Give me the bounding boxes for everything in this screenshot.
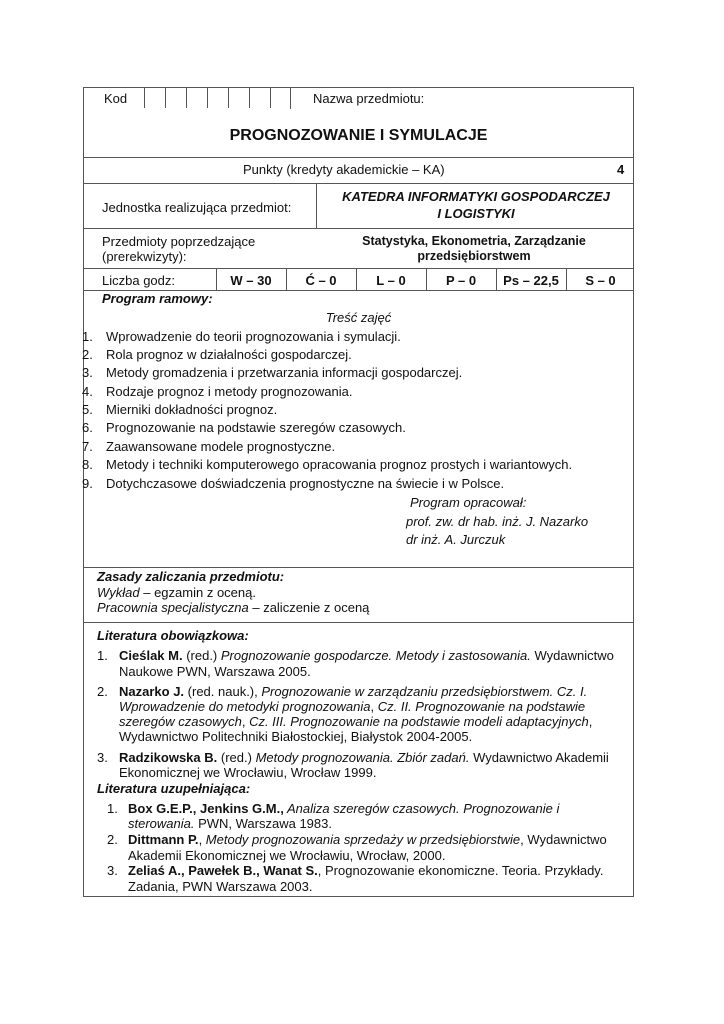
credits-label: Punkty (kredyty akademickie – KA) xyxy=(243,162,445,177)
divider xyxy=(84,157,633,158)
unit-name-line1: KATEDRA INFORMATYKI GOSPODARCZEJ xyxy=(342,189,610,204)
lit-publisher: Wydawnictwo xyxy=(530,648,614,663)
lit-entry-line xyxy=(128,816,332,831)
list-item-number: 1. xyxy=(82,329,93,344)
lit-entry-line xyxy=(119,714,592,729)
hours-project: P – 0 xyxy=(445,273,477,288)
lit-publisher-line: Zadania, PWN Warszawa 2003. xyxy=(128,879,313,894)
list-item-text: Zaawansowane modele prognostyczne. xyxy=(106,439,336,454)
divider xyxy=(84,567,633,568)
list-item-number: 8. xyxy=(82,457,93,472)
code-label: Kod xyxy=(104,91,128,106)
list-item-text: Metody i techniki komputerowego opracowania prognoz prostych i wariantowych. xyxy=(106,457,573,472)
list-item-number: 5. xyxy=(82,402,93,417)
lit-title: Metody prognozowania. Zbiór zadań. xyxy=(255,750,470,765)
lit-editor-note: (red. nauk.), xyxy=(184,684,262,699)
lit-author: Zeliaś A., Pawełek B., Wanat S. xyxy=(128,863,318,878)
hours-exercises: Ć – 0 xyxy=(305,273,337,288)
lit-entry-line xyxy=(128,801,559,816)
subject-name-label: Nazwa przedmiotu: xyxy=(313,91,425,106)
list-item-number: 4. xyxy=(82,384,93,399)
lit-main-heading: Literatura obowiązkowa: xyxy=(97,628,249,643)
code-box xyxy=(144,88,164,108)
lit-author: Nazarko J. xyxy=(119,684,185,699)
content-title: Treść zajęć xyxy=(325,310,392,325)
list-item-text: Metody gromadzenia i przetwarzania informacji gospodarczej. xyxy=(106,365,463,380)
code-box xyxy=(165,88,185,108)
lit-separator: , xyxy=(198,832,206,847)
prereq-value-line2: przedsiębiorstwem xyxy=(417,249,531,263)
lit-publisher-line: Akademii Ekonomicznej we Wrocławiu, Wrocław, 2000. xyxy=(128,848,446,863)
rules-lecture xyxy=(97,585,256,600)
author-2: dr inż. A. Jurczuk xyxy=(406,532,506,547)
lit-extra-heading: Literatura uzupełniająca: xyxy=(97,781,251,796)
hours-lecture: W – 30 xyxy=(230,273,272,288)
lit-entry-line xyxy=(128,832,607,847)
lit-title: Cz. II. Prognozowanie na podstawie xyxy=(377,699,586,714)
credits-value: 4 xyxy=(617,162,625,177)
lit-entry-line xyxy=(128,863,603,878)
rules-lab-text: – zaliczenie z oceną xyxy=(248,600,370,615)
lit-title: Cz. III. Prognozowanie na podstawie modeli adaptacyjnych xyxy=(249,714,589,729)
list-item-number: 2. xyxy=(107,832,118,847)
lit-entry-line xyxy=(119,684,587,699)
rules-lab xyxy=(97,600,369,615)
lit-author: Box G.E.P., Jenkins G.M., xyxy=(128,801,284,816)
lit-publisher-line: Naukowe PWN, Warszawa 2005. xyxy=(119,664,311,679)
lit-editor-note: (red.) xyxy=(217,750,256,765)
lit-publisher-line: Ekonomicznej we Wrocławiu, Wrocław 1999. xyxy=(119,765,377,780)
lit-publisher: , Wydawnictwo xyxy=(520,832,607,847)
lit-publisher-line: Wydawnictwo Politechniki Białostockiej, Białystok 2004-2005. xyxy=(119,729,473,744)
list-item-number: 1. xyxy=(97,648,108,663)
hours-seminar: S – 0 xyxy=(585,273,616,288)
subject-title: PROGNOZOWANIE I SYMULACJE xyxy=(229,127,488,144)
lit-author: Dittmann P. xyxy=(128,832,199,847)
lit-author: Radzikowska B. xyxy=(119,750,218,765)
lit-publisher: PWN, Warszawa 1983. xyxy=(194,816,332,831)
syllabus-card xyxy=(83,87,634,897)
list-item-number: 1. xyxy=(107,801,118,816)
list-item-number: 3. xyxy=(107,863,118,878)
lit-title: sterowania. xyxy=(128,816,195,831)
list-item-text: Wprowadzenie do teorii prognozowania i symulacji. xyxy=(106,329,401,344)
rules-lecture-text: – egzamin z oceną. xyxy=(139,585,256,600)
hours-lab: L – 0 xyxy=(376,273,406,288)
list-item-text: Dotychczasowe doświadczenia prognostyczne na świecie i w Polsce. xyxy=(106,476,505,491)
list-item-number: 3. xyxy=(82,365,93,380)
code-box xyxy=(249,88,269,108)
hours-label: Liczba godz: xyxy=(102,273,175,288)
list-item-number: 9. xyxy=(82,476,93,491)
lit-entry-line xyxy=(119,648,614,663)
lit-publisher: Wydawnictwo Akademii xyxy=(469,750,609,765)
prereq-value-line1: Statystyka, Ekonometria, Zarządzanie xyxy=(362,234,586,248)
list-item-text: Rola prognoz w działalności gospodarczej. xyxy=(106,347,352,362)
list-item-number: 2. xyxy=(97,684,108,699)
list-item-number: 2. xyxy=(82,347,93,362)
rules-heading: Zasady zaliczania przedmiotu: xyxy=(97,569,285,584)
list-item-number: 7. xyxy=(82,439,93,454)
lit-title: Metody prognozowania sprzedaży w przedsiębiorstwie xyxy=(205,832,521,847)
list-item-text: Rodzaje prognoz i metody prognozowania. xyxy=(106,384,353,399)
program-heading: Program ramowy: xyxy=(102,291,213,306)
lit-author: Cieślak M. xyxy=(119,648,183,663)
lit-separator: , xyxy=(317,863,326,878)
prepared-label: Program opracował: xyxy=(410,495,527,510)
rules-lecture-label: Wykład xyxy=(97,585,140,600)
prereq-label-line2: (prerekwizyty): xyxy=(102,249,187,264)
code-box xyxy=(228,88,248,108)
list-item-number: 3. xyxy=(97,750,108,765)
unit-label: Jednostka realizująca przedmiot: xyxy=(102,200,292,215)
author-1: prof. zw. dr hab. inż. J. Nazarko xyxy=(406,514,589,529)
list-item-text: Mierniki dokładności prognoz. xyxy=(106,402,278,417)
list-item-number: 6. xyxy=(82,420,93,435)
lit-separator: , xyxy=(588,714,593,729)
unit-name-line2: I LOGISTYKI xyxy=(437,206,515,221)
hours-specialist-lab: Ps – 22,5 xyxy=(503,273,559,288)
list-item-text: Prognozowanie na podstawie szeregów czasowych. xyxy=(106,420,406,435)
lit-title: Prognozowanie ekonomiczne. Teoria. Przykłady. xyxy=(325,863,604,878)
lit-title: Prognozowanie gospodarcze. Metody i zastosowania. xyxy=(220,648,531,663)
prereq-label-line1: Przedmioty poprzedzające xyxy=(102,234,256,249)
divider xyxy=(84,183,633,184)
lit-entry-line xyxy=(119,699,585,714)
rules-lab-label: Pracownia specjalistyczna xyxy=(97,600,249,615)
lit-title: Analiza szeregów czasowych. Prognozowanie i xyxy=(283,801,560,816)
lit-separator: , xyxy=(241,714,250,729)
lit-title: Prognozowanie w zarządzaniu przedsiębiorstwem. Cz. I. xyxy=(261,684,588,699)
lit-entry-line xyxy=(119,750,609,765)
lit-separator: , xyxy=(370,699,378,714)
code-boxes xyxy=(144,88,291,109)
code-box xyxy=(207,88,227,108)
divider xyxy=(84,268,633,269)
lit-title: szeregów czasowych xyxy=(119,714,242,729)
code-box xyxy=(270,88,290,108)
lit-title: Wprowadzenie do metodyki prognozowania xyxy=(119,699,371,714)
divider xyxy=(84,622,633,623)
divider xyxy=(84,228,633,229)
code-box xyxy=(186,88,206,108)
lit-editor-note: (red.) xyxy=(182,648,221,663)
